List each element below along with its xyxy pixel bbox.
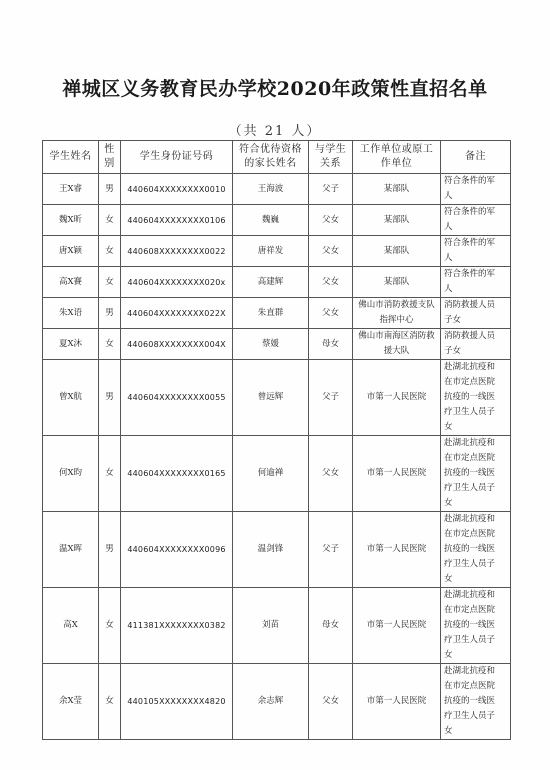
note-line: 抗疫的一线医	[444, 544, 496, 554]
note-line: 赴湖北抗疫和	[444, 362, 496, 372]
note-line: 女	[444, 574, 453, 584]
note-line: 疗卫生人员子	[444, 559, 496, 569]
header-relation: 与学生关系	[309, 141, 353, 174]
note-line: 抗疫的一线医	[444, 696, 496, 706]
cell-note	[441, 360, 511, 436]
cell-student-name: 夏X沐	[43, 329, 99, 360]
cell-student-name: 高X賽	[43, 267, 99, 298]
cell-relation: 父子	[309, 174, 353, 205]
table-row	[43, 360, 511, 436]
note-line: 女	[444, 726, 453, 736]
note-line: 符合条件的军	[444, 207, 496, 217]
cell-parent-name: 余志辉	[233, 664, 309, 740]
cell-student-name: 何X昀	[43, 436, 99, 512]
cell-id-number: 440105XXXXXXXX4820	[121, 664, 233, 740]
cell-note	[441, 588, 511, 664]
cell-note	[441, 329, 511, 360]
note-line: 在市定点医院	[444, 529, 496, 539]
note-line: 人	[444, 191, 453, 201]
cell-relation: 父子	[309, 360, 353, 436]
cell-note	[441, 267, 511, 298]
note-line: 抗疫的一线医	[444, 620, 496, 630]
table-row	[43, 205, 511, 236]
cell-work-unit: 市第一人民医院	[353, 436, 441, 512]
header-parent-name: 符合优待资格的家长姓名	[233, 141, 309, 174]
cell-parent-name: 魏巍	[233, 205, 309, 236]
cell-student-name: 温X晖	[43, 512, 99, 588]
note-line: 疗卫生人员子	[444, 711, 496, 721]
cell-note	[441, 436, 511, 512]
table-row	[43, 512, 511, 588]
cell-student-name: 朱X语	[43, 298, 99, 329]
cell-gender: 男	[99, 298, 121, 329]
note-line: 在市定点医院	[444, 377, 496, 387]
header-work-unit: 工作单位或原工作单位	[353, 141, 441, 174]
cell-student-name: 王X睿	[43, 174, 99, 205]
cell-id-number: 440604XXXXXXXX0106	[121, 205, 233, 236]
enrollment-table	[42, 140, 511, 740]
note-line: 符合条件的军	[444, 176, 496, 186]
note-line: 人	[444, 222, 453, 232]
cell-work-unit: 市第一人民医院	[353, 664, 441, 740]
table-header-row	[43, 141, 511, 174]
cell-id-number: 440604XXXXXXXX022X	[121, 298, 233, 329]
header-id-number: 学生身份证号码	[121, 141, 233, 174]
cell-parent-name: 刘苗	[233, 588, 309, 664]
cell-gender: 女	[99, 205, 121, 236]
cell-id-number: 440604XXXXXXXX0055	[121, 360, 233, 436]
cell-work-unit: 市第一人民医院	[353, 512, 441, 588]
cell-work-unit: 某部队	[353, 174, 441, 205]
note-line: 消防救援人员	[444, 300, 496, 310]
cell-parent-name: 王海波	[233, 174, 309, 205]
cell-gender: 女	[99, 329, 121, 360]
cell-student-name: 魏X昕	[43, 205, 99, 236]
cell-note	[441, 236, 511, 267]
table-row	[43, 436, 511, 512]
header-note: 备注	[441, 141, 511, 174]
note-line: 符合条件的军	[444, 238, 496, 248]
cell-work-unit: 市第一人民医院	[353, 588, 441, 664]
cell-student-name: 高X	[43, 588, 99, 664]
cell-relation: 父女	[309, 436, 353, 512]
cell-gender: 女	[99, 267, 121, 298]
cell-work-unit: 某部队	[353, 205, 441, 236]
table-row	[43, 329, 511, 360]
note-line: 人	[444, 253, 453, 263]
note-line: 疗卫生人员子	[444, 635, 496, 645]
cell-relation: 父女	[309, 298, 353, 329]
cell-relation: 父女	[309, 236, 353, 267]
cell-parent-name: 何逾禅	[233, 436, 309, 512]
table-row	[43, 298, 511, 329]
note-line: 女	[444, 650, 453, 660]
cell-gender: 男	[99, 512, 121, 588]
cell-relation: 父女	[309, 664, 353, 740]
cell-student-name: 曾X航	[43, 360, 99, 436]
cell-work-unit: 佛山市消防救援支队指挥中心	[353, 298, 441, 329]
note-line: 赴湖北抗疫和	[444, 438, 496, 448]
table-row	[43, 236, 511, 267]
note-line: 赴湖北抗疫和	[444, 590, 496, 600]
cell-relation: 父女	[309, 205, 353, 236]
note-line: 赴湖北抗疫和	[444, 666, 496, 676]
cell-student-name: 余X莹	[43, 664, 99, 740]
note-line: 女	[444, 422, 453, 432]
cell-work-unit: 市第一人民医院	[353, 360, 441, 436]
cell-id-number: 440608XXXXXXXX004X	[121, 329, 233, 360]
note-line: 符合条件的军	[444, 269, 496, 279]
table-body	[43, 174, 511, 740]
cell-work-unit: 某部队	[353, 267, 441, 298]
cell-note	[441, 512, 511, 588]
note-line: 子女	[444, 346, 462, 356]
cell-relation: 父子	[309, 512, 353, 588]
cell-parent-name: 朱直群	[233, 298, 309, 329]
cell-note	[441, 205, 511, 236]
cell-id-number: 440604XXXXXXXX020x	[121, 267, 233, 298]
cell-relation: 父女	[309, 267, 353, 298]
cell-note	[441, 174, 511, 205]
total-count-label: （共 21 人）	[228, 124, 322, 139]
note-line: 在市定点医院	[444, 605, 496, 615]
header-gender: 性别	[99, 141, 121, 174]
cell-gender: 男	[99, 360, 121, 436]
cell-work-unit: 某部队	[353, 236, 441, 267]
cell-work-unit: 佛山市南海区消防救援大队	[353, 329, 441, 360]
cell-parent-name: 温剑锋	[233, 512, 309, 588]
cell-gender: 女	[99, 588, 121, 664]
note-line: 抗疫的一线医	[444, 392, 496, 402]
cell-student-name: 唐X颖	[43, 236, 99, 267]
cell-id-number: 440608XXXXXXXX0022	[121, 236, 233, 267]
note-line: 在市定点医院	[444, 681, 496, 691]
cell-parent-name: 唐祥发	[233, 236, 309, 267]
cell-parent-name: 高建辉	[233, 267, 309, 298]
cell-note	[441, 298, 511, 329]
table-row	[43, 267, 511, 298]
cell-relation: 母女	[309, 588, 353, 664]
cell-parent-name: 曾远辉	[233, 360, 309, 436]
cell-note	[441, 664, 511, 740]
cell-id-number: 440604XXXXXXXX0096	[121, 512, 233, 588]
note-line: 在市定点医院	[444, 453, 496, 463]
table-row	[43, 174, 511, 205]
note-line: 人	[444, 284, 453, 294]
table-row	[43, 664, 511, 740]
note-line: 疗卫生人员子	[444, 407, 496, 417]
table-row	[43, 588, 511, 664]
cell-id-number: 440604XXXXXXXX0165	[121, 436, 233, 512]
cell-gender: 女	[99, 664, 121, 740]
document-title: 禅城区义务教育民办学校2020年政策性直招名单	[62, 78, 488, 100]
note-line: 消防救援人员	[444, 331, 496, 341]
note-line: 赴湖北抗疫和	[444, 514, 496, 524]
header-student-name: 学生姓名	[43, 141, 99, 174]
cell-parent-name: 蔡媛	[233, 329, 309, 360]
cell-gender: 女	[99, 236, 121, 267]
note-line: 抗疫的一线医	[444, 468, 496, 478]
cell-relation: 母女	[309, 329, 353, 360]
cell-gender: 男	[99, 174, 121, 205]
cell-id-number: 440604XXXXXXXX0010	[121, 174, 233, 205]
note-line: 女	[444, 498, 453, 508]
cell-gender: 女	[99, 436, 121, 512]
note-line: 子女	[444, 315, 462, 325]
note-line: 疗卫生人员子	[444, 483, 496, 493]
cell-id-number: 411381XXXXXXXX0382	[121, 588, 233, 664]
